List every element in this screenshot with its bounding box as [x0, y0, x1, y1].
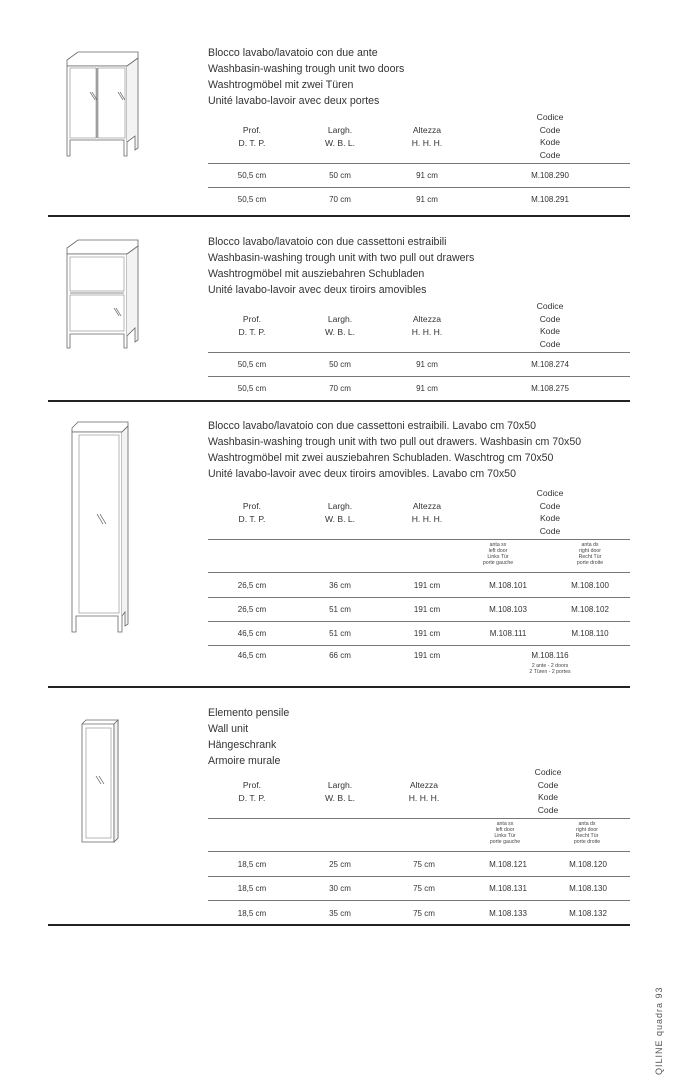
- title-de: Washtrogmöbel mit zwei Türen: [208, 79, 354, 91]
- header-height: Altezza H. H. H.: [411, 501, 443, 524]
- table-divider: [208, 621, 630, 622]
- header-code: Codice Code Kode Code: [536, 488, 564, 536]
- header-depth: Prof. D. T. P.: [238, 780, 266, 803]
- title-de: Washtrogmöbel mit ausziebahren Schubladen: [208, 268, 425, 280]
- header-height: Altezza H. H. H.: [411, 314, 443, 337]
- title-fr: Unité lavabo-lavoir avec deux portes: [208, 95, 380, 107]
- tall-column-cabinet-illustration: [66, 420, 136, 638]
- title-fr: Armoire murale: [208, 755, 281, 767]
- title-it: Blocco lavabo/lavatoio con due cassettoni estraibili: [208, 236, 447, 248]
- section-1-titles: [208, 45, 404, 109]
- table-divider: [208, 597, 630, 598]
- title-de: Hängeschrank: [208, 739, 277, 751]
- title-en: Washbasin-washing trough unit with two pull out drawers: [208, 252, 475, 264]
- cabinet-two-drawers-illustration: [62, 236, 142, 354]
- title-it: Blocco lavabo/lavatoio con due cassettoni estraibili. Lavabo cm 70x50: [208, 420, 537, 432]
- section-2-titles: [208, 234, 474, 298]
- header-depth: Prof. D. T. P.: [238, 501, 266, 524]
- table-divider: [208, 572, 630, 573]
- door-label-left: anta sx left door Links Tür porte gauche: [489, 821, 521, 845]
- wall-unit-illustration: [78, 718, 124, 848]
- table-divider: [208, 900, 630, 901]
- cabinet-two-doors-illustration: [62, 48, 142, 160]
- header-code: Codice Code Kode Code: [534, 767, 562, 815]
- header-depth: Prof. D. T. P.: [238, 314, 266, 337]
- title-de: Washtrogmöbel mit zwei ausziebahren Schubladen. Waschtrog cm 70x50: [208, 452, 554, 464]
- title-en: Washbasin-washing trough unit with two pull out drawers. Washbasin cm 70x50: [208, 436, 582, 448]
- header-width: Largh. W. B. L.: [324, 125, 356, 148]
- header-width: Largh. W. B. L.: [324, 780, 356, 803]
- title-en: Washbasin-washing trough unit two doors: [208, 63, 405, 75]
- table-divider: [208, 352, 630, 353]
- header-code: Codice Code Kode Code: [536, 301, 564, 349]
- title-en: Wall unit: [208, 723, 249, 735]
- page-side-label: QILINE quadra 93: [654, 986, 664, 1075]
- table-divider: [208, 187, 630, 188]
- section-separator: [48, 215, 630, 217]
- title-it: Elemento pensile: [208, 707, 290, 719]
- table-divider: [208, 818, 630, 819]
- section-separator: [48, 924, 630, 926]
- header-width: Largh. W. B. L.: [324, 314, 356, 337]
- door-count-note: 2 ante - 2 doors 2 Türen - 2 portes: [529, 663, 571, 675]
- door-label-right: anta dx right door Recht Tür porte droite: [573, 821, 601, 845]
- table-divider: [208, 376, 630, 377]
- header-depth: Prof. D. T. P.: [238, 125, 266, 148]
- door-label-left: anta sx left door Links Tür porte gauche: [482, 542, 514, 566]
- section-separator: [48, 686, 630, 688]
- title-it: Blocco lavabo/lavatoio con due ante: [208, 47, 378, 59]
- table-divider: [208, 645, 630, 646]
- header-height: Altezza H. H. H.: [408, 780, 440, 803]
- title-fr: Unité lavabo-lavoir avec deux tiroirs amovibles: [208, 284, 427, 296]
- header-height: Altezza H. H. H.: [411, 125, 443, 148]
- section-separator: [48, 400, 630, 402]
- table-divider: [208, 851, 630, 852]
- section-4-titles: [208, 705, 289, 769]
- header-code: Codice Code Kode Code: [536, 112, 564, 160]
- title-fr: Unité lavabo-lavoir avec deux tiroirs amovibles. Lavabo cm 70x50: [208, 468, 516, 480]
- header-width: Largh. W. B. L.: [324, 501, 356, 524]
- door-label-right: anta dx right door Recht Tür porte droite: [576, 542, 604, 566]
- section-3-titles: [208, 418, 581, 482]
- table-divider: [208, 876, 630, 877]
- table-divider: [208, 539, 630, 540]
- table-divider: [208, 163, 630, 164]
